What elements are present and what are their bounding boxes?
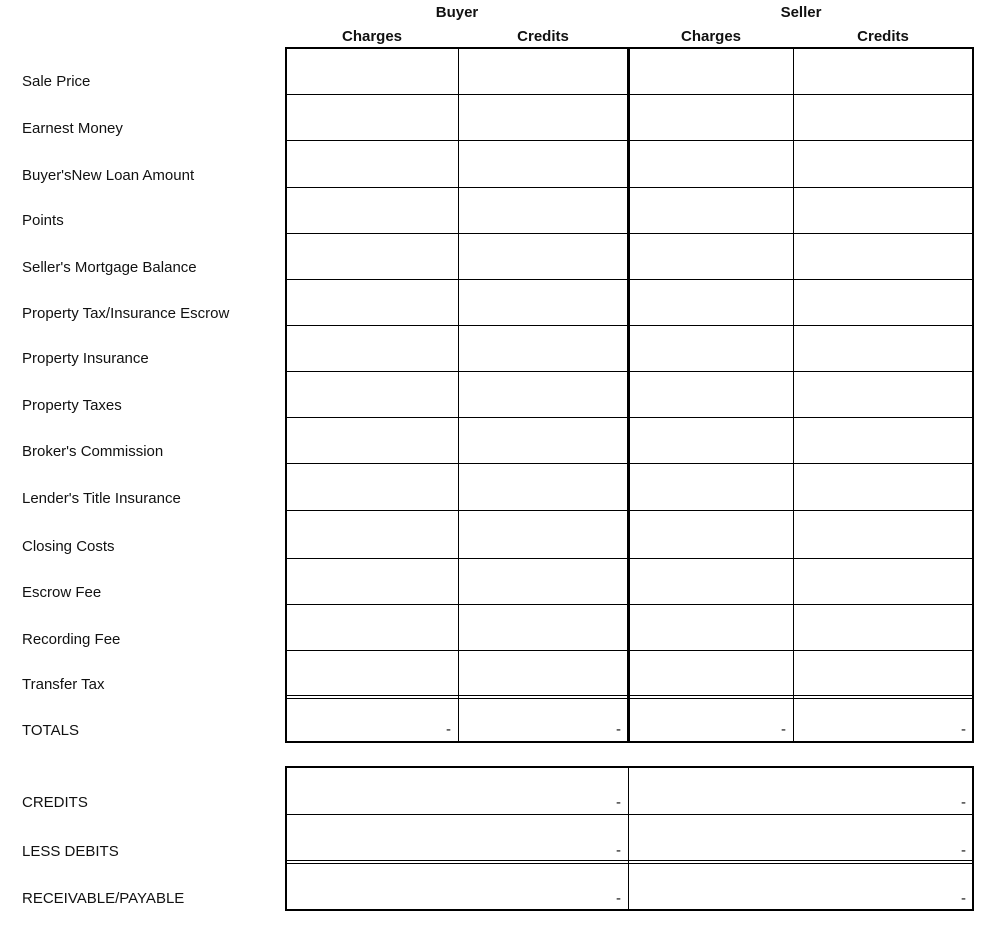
- cell-seller-charges-row-5[interactable]: [629, 234, 792, 278]
- row-label-7: Property Insurance: [22, 350, 149, 367]
- cell-buyer-credits-row-5[interactable]: [459, 234, 627, 278]
- grid-row-line: [286, 558, 974, 559]
- cell-buyer-charges-row-10[interactable]: [287, 464, 457, 509]
- cell-buyer-charges-row-5[interactable]: [287, 234, 457, 278]
- cell-seller-credits-row-4[interactable]: [794, 188, 972, 232]
- cell-buyer-charges-row-1[interactable]: [287, 49, 457, 93]
- grid-top-border: [286, 47, 974, 49]
- cell-buyer-credits-row-2[interactable]: [459, 95, 627, 139]
- cell-seller-charges-row-4[interactable]: [629, 188, 792, 232]
- grid-double-line-b: [286, 698, 974, 699]
- cell-buyer-charges-row-7[interactable]: [287, 326, 457, 370]
- summary-credits-seller[interactable]: -: [961, 794, 966, 811]
- cell-seller-credits-row-14[interactable]: [794, 651, 972, 695]
- row-label-1: Sale Price: [22, 73, 91, 90]
- row-label-10: Lender's Title Insurance: [22, 490, 181, 507]
- cell-seller-credits-row-2[interactable]: [794, 95, 972, 139]
- grid-left-border: [285, 47, 287, 743]
- cell-buyer-credits-row-11[interactable]: [459, 511, 627, 557]
- cell-buyer-charges-row-13[interactable]: [287, 605, 457, 649]
- cell-seller-charges-row-3[interactable]: [629, 141, 792, 186]
- grid-mid-border: [627, 47, 630, 743]
- cell-buyer-credits-row-1[interactable]: [459, 49, 627, 93]
- cell-seller-charges-row-12[interactable]: [629, 559, 792, 603]
- cell-seller-charges-row-1[interactable]: [629, 49, 792, 93]
- summary-credits-buyer[interactable]: -: [616, 794, 621, 811]
- summary-label-credits: CREDITS: [22, 794, 88, 811]
- cell-buyer-charges-row-12[interactable]: [287, 559, 457, 603]
- cell-buyer-credits-row-6[interactable]: [459, 280, 627, 324]
- cell-seller-charges-row-10[interactable]: [629, 464, 792, 509]
- cell-buyer-credits-row-8[interactable]: [459, 372, 627, 416]
- seller-charges-header: Charges: [680, 28, 742, 45]
- row-label-12: Escrow Fee: [22, 584, 102, 601]
- grid-row-line: [286, 233, 974, 234]
- summary-receivable-payable-buyer[interactable]: -: [616, 890, 621, 907]
- cell-buyer-charges-row-14[interactable]: [287, 651, 457, 695]
- cell-seller-charges-row-14[interactable]: [629, 651, 792, 695]
- cell-seller-charges-row-8[interactable]: [629, 372, 792, 416]
- row-label-4: Points: [22, 212, 64, 229]
- summary-row-line: [286, 814, 974, 815]
- grid-row-line: [286, 279, 974, 280]
- cell-seller-credits-row-13[interactable]: [794, 605, 972, 649]
- cell-buyer-credits-row-10[interactable]: [459, 464, 627, 509]
- cell-seller-charges-row-6[interactable]: [629, 280, 792, 324]
- row-label-11: Closing Costs: [22, 538, 115, 555]
- summary-double-line-b: [286, 863, 974, 864]
- cell-seller-credits-row-12[interactable]: [794, 559, 972, 603]
- row-label-5: Seller's Mortgage Balance: [22, 259, 197, 276]
- summary-double-line-a: [286, 860, 974, 861]
- buyer-header: Buyer: [435, 4, 479, 21]
- cell-buyer-credits-row-4[interactable]: [459, 188, 627, 232]
- row-label-14: Transfer Tax: [22, 676, 105, 693]
- totals-buyer-credits[interactable]: -: [616, 721, 621, 738]
- grid-col-line: [458, 48, 459, 742]
- cell-buyer-credits-row-14[interactable]: [459, 651, 627, 695]
- grid-right-border: [972, 47, 974, 743]
- grid-row-line: [286, 140, 974, 141]
- cell-buyer-credits-row-12[interactable]: [459, 559, 627, 603]
- grid-row-line: [286, 187, 974, 188]
- summary-less-debits-buyer[interactable]: -: [616, 842, 621, 859]
- cell-buyer-charges-row-2[interactable]: [287, 95, 457, 139]
- cell-seller-credits-row-11[interactable]: [794, 511, 972, 557]
- cell-buyer-credits-row-9[interactable]: [459, 418, 627, 462]
- row-label-13: Recording Fee: [22, 631, 121, 648]
- grid-row-line: [286, 463, 974, 464]
- grid-row-line: [286, 371, 974, 372]
- totals-seller-credits[interactable]: -: [961, 721, 966, 738]
- cell-seller-charges-row-7[interactable]: [629, 326, 792, 370]
- cell-seller-credits-row-6[interactable]: [794, 280, 972, 324]
- summary-left-border: [285, 766, 287, 911]
- cell-buyer-charges-row-3[interactable]: [287, 141, 457, 186]
- cell-seller-credits-row-7[interactable]: [794, 326, 972, 370]
- grid-row-line: [286, 417, 974, 418]
- summary-top-border: [286, 766, 974, 768]
- grid-bottom-border: [286, 741, 974, 743]
- row-label-2: Earnest Money: [22, 120, 123, 137]
- cell-seller-credits-row-1[interactable]: [794, 49, 972, 93]
- grid-row-line: [286, 650, 974, 651]
- cell-seller-credits-row-10[interactable]: [794, 464, 972, 509]
- buyer-charges-header: Charges: [341, 28, 403, 45]
- buyer-credits-header: Credits: [517, 28, 569, 45]
- cell-seller-credits-row-9[interactable]: [794, 418, 972, 462]
- cell-seller-credits-row-3[interactable]: [794, 141, 972, 186]
- grid-col-line: [793, 48, 794, 742]
- grid-row-line: [286, 604, 974, 605]
- row-label-6: Property Tax/Insurance Escrow: [22, 305, 230, 322]
- grid-row-line: [286, 94, 974, 95]
- row-label-8: Property Taxes: [22, 397, 122, 414]
- cell-buyer-charges-row-6[interactable]: [287, 280, 457, 324]
- cell-seller-charges-row-9[interactable]: [629, 418, 792, 462]
- cell-seller-charges-row-2[interactable]: [629, 95, 792, 139]
- cell-seller-credits-row-8[interactable]: [794, 372, 972, 416]
- grid-double-line-a: [286, 695, 974, 696]
- seller-header: Seller: [780, 4, 822, 21]
- totals-buyer-charges[interactable]: -: [446, 721, 451, 738]
- cell-buyer-charges-row-11[interactable]: [287, 511, 457, 557]
- cell-buyer-charges-row-9[interactable]: [287, 418, 457, 462]
- row-label-3: Buyer'sNew Loan Amount: [22, 167, 195, 184]
- cell-buyer-charges-row-8[interactable]: [287, 372, 457, 416]
- cell-seller-charges-row-11[interactable]: [629, 511, 792, 557]
- cell-buyer-credits-row-13[interactable]: [459, 605, 627, 649]
- summary-receivable-payable-seller[interactable]: -: [961, 890, 966, 907]
- seller-credits-header: Credits: [857, 28, 909, 45]
- grid-row-line: [286, 325, 974, 326]
- summary-label-receivable-payable: RECEIVABLE/PAYABLE: [22, 890, 185, 907]
- cell-buyer-credits-row-3[interactable]: [459, 141, 627, 186]
- summary-bottom-border: [286, 909, 974, 911]
- summary-less-debits-seller[interactable]: -: [961, 842, 966, 859]
- cell-buyer-charges-row-4[interactable]: [287, 188, 457, 232]
- cell-seller-credits-row-5[interactable]: [794, 234, 972, 278]
- summary-label-less-debits: LESS DEBITS: [22, 843, 119, 860]
- totals-label: TOTALS: [22, 722, 79, 739]
- cell-buyer-credits-row-7[interactable]: [459, 326, 627, 370]
- cell-seller-charges-row-13[interactable]: [629, 605, 792, 649]
- summary-right-border: [972, 766, 974, 911]
- summary-mid-line: [628, 766, 629, 911]
- totals-seller-charges[interactable]: -: [781, 721, 786, 738]
- grid-row-line: [286, 510, 974, 511]
- row-label-9: Broker's Commission: [22, 443, 164, 460]
